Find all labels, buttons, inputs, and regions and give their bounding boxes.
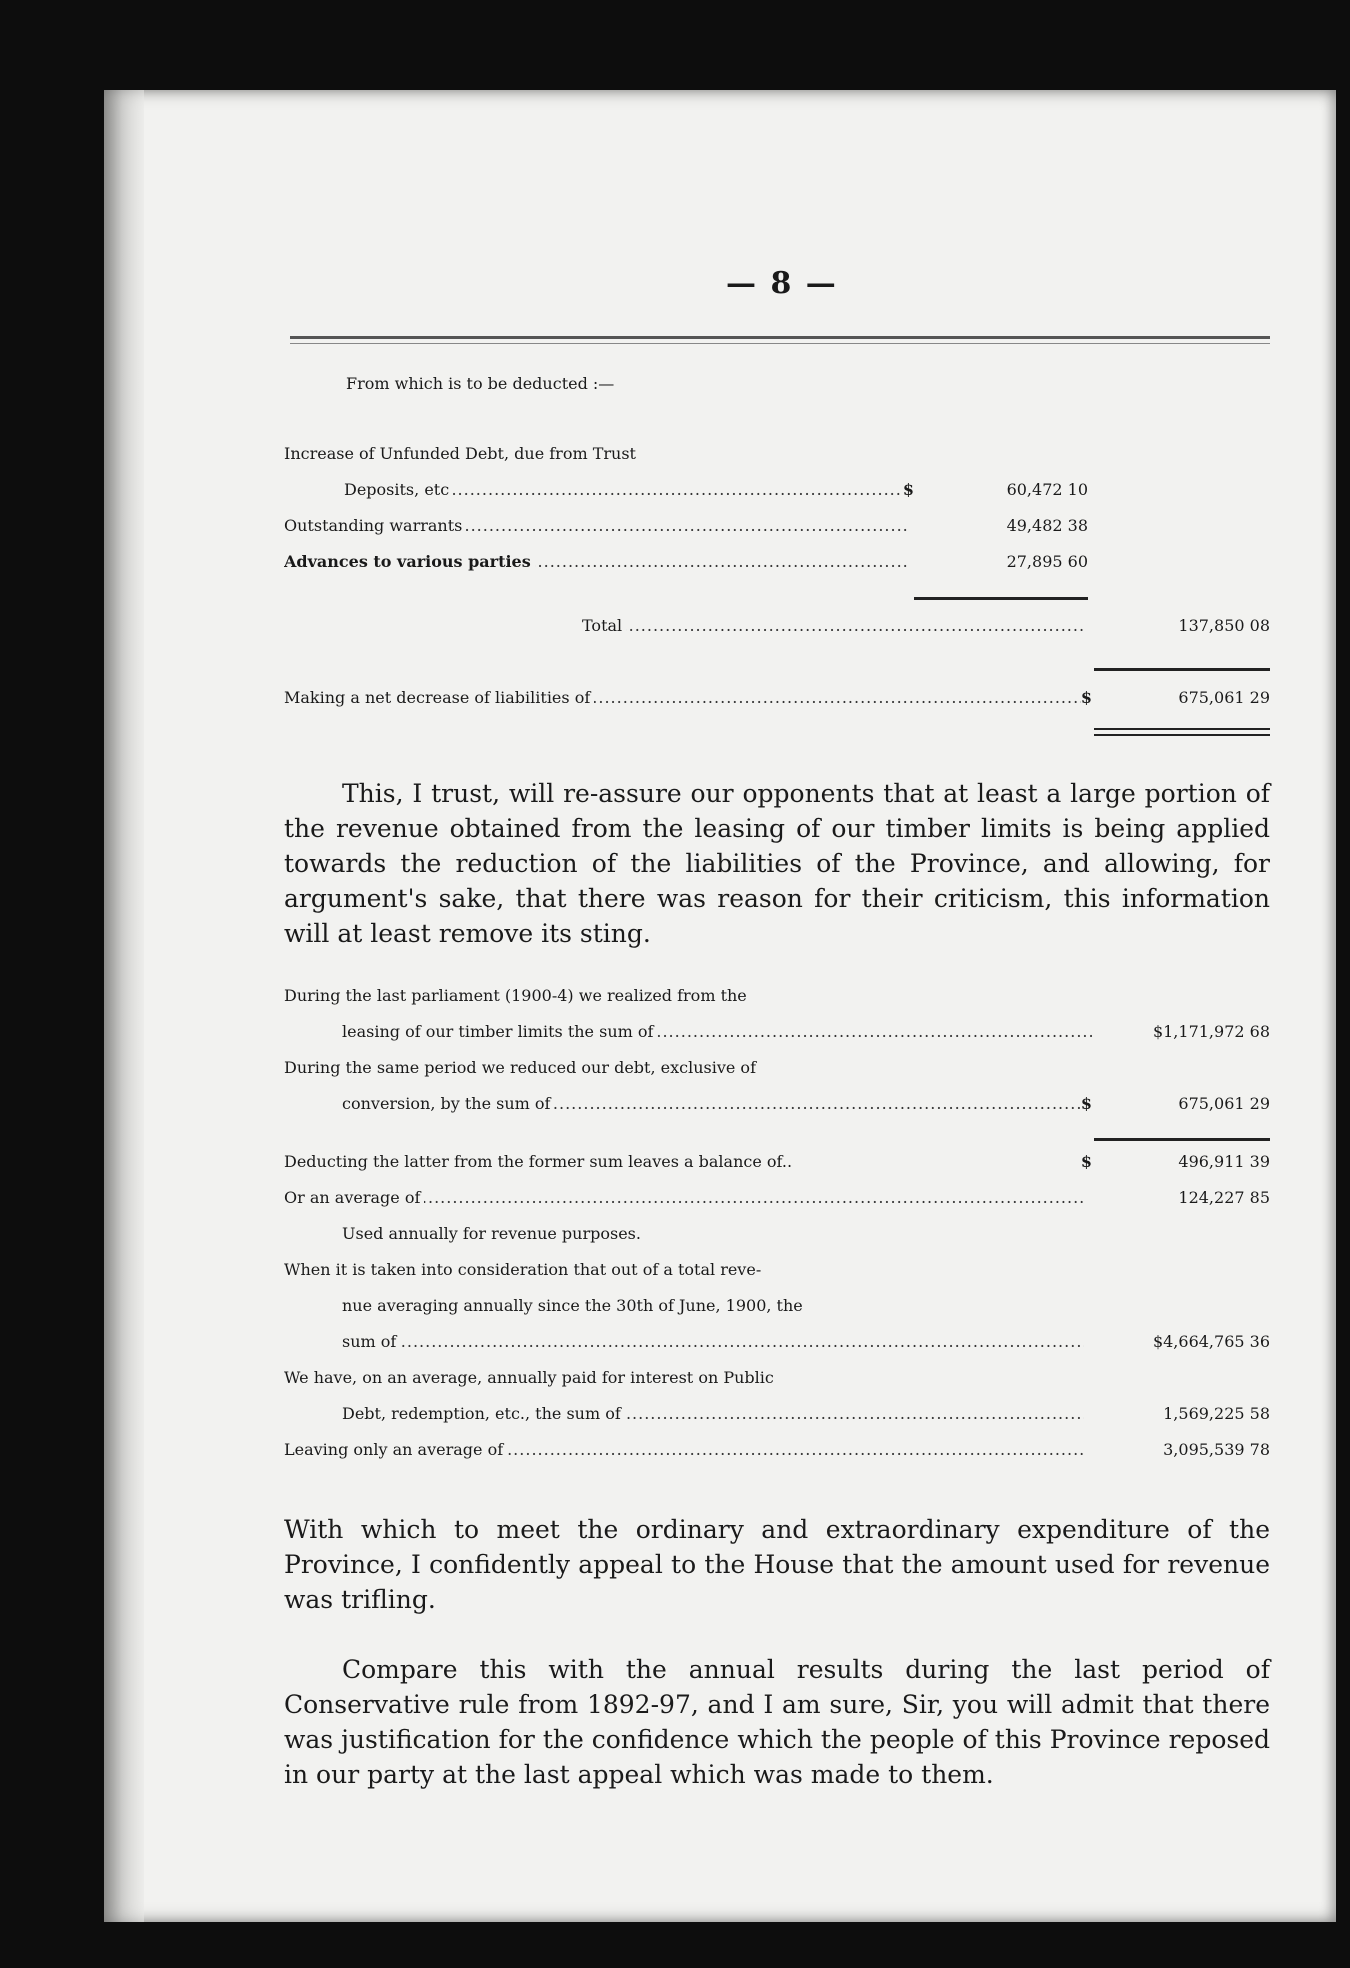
net-amount: 675,061 29	[1178, 688, 1270, 707]
deduction-item2-row	[284, 516, 910, 535]
parliament-line10: sum of	[342, 1332, 400, 1351]
parliament-line2-amount: $1,171,972 68	[1152, 1022, 1270, 1041]
page-number: — 8 —	[726, 266, 838, 301]
parliament-line6-row	[284, 1188, 1084, 1207]
parliament-line4: conversion, by the sum of	[342, 1094, 554, 1113]
parliament-line3: During the same period we reduced our debt, exclusive of	[284, 1058, 756, 1077]
deduction-item3-amount: 27,895 60	[1006, 552, 1088, 571]
parliament-rule	[1094, 1138, 1270, 1141]
parliament-line12-row	[342, 1404, 1084, 1423]
parliament-line8: When it is taken into consideration that out of a total reve-	[284, 1260, 762, 1279]
deduction-item2-label: Outstanding warrants	[284, 516, 466, 535]
parliament-line12: Debt, redemption, etc., the sum of	[342, 1404, 625, 1423]
deduction-item1-line1: Increase of Unfunded Debt, due from Trust	[284, 444, 636, 463]
deduction-item2-amount: 49,482 38	[1006, 516, 1088, 535]
parliament-line5-dollar: $	[1080, 1152, 1092, 1171]
total-amount: 137,850 08	[1178, 616, 1270, 635]
parliament-line12-amount: 1,569,225 58	[1163, 1404, 1270, 1423]
page-sheet	[104, 90, 1336, 1922]
parliament-line4-dollar: $	[1080, 1094, 1092, 1113]
net-double-rule-1	[1094, 728, 1270, 730]
deduction-item3-label: Advances to various parties	[284, 552, 535, 571]
parliament-line2-row	[342, 1022, 1092, 1041]
page-binding-shadow	[104, 90, 144, 1922]
total-row	[582, 616, 1086, 635]
parliament-line1: During the last parliament (1900-4) we realized from the	[284, 986, 747, 1005]
parliament-line7: Used annually for revenue purposes.	[342, 1224, 641, 1243]
paragraph-expenditure: With which to meet the ordinary and extraordinary expenditure of the Province, I confidently appeal to the House that the amount used for revenue was trifling.	[284, 1515, 1270, 1614]
parliament-line11: We have, on an average, annually paid for interest on Public	[284, 1368, 774, 1387]
paragraph-compare: Compare this with the annual results during the last period of Conservative rule from 1892-97, and I am sure, Sir, you will admit that there was justification for the confidence which the people of this Province reposed in our party at the last appeal which was made to them.	[284, 1655, 1270, 1789]
parliament-line5-amount: 496,911 39	[1178, 1152, 1270, 1171]
parliament-line10-amount: $4,664,765 36	[1152, 1332, 1270, 1351]
net-label: Making a net decrease of liabilities of	[284, 688, 594, 707]
total-rule	[1094, 668, 1270, 671]
parliament-line5: Deducting the latter from the former sum leaves a balance of..	[284, 1152, 793, 1171]
paragraph-trust: This, I trust, will re-assure our opponents that at least a large portion of the revenue obtained from the leasing of our timber limits is being applied towards the reduction of the liabilities of the Province, and allowing, for argument's sake, that there was reason for their criticism, this information will at least remove its sting.	[284, 779, 1270, 948]
header-rule	[290, 336, 1270, 339]
parliament-line5-row	[284, 1152, 1092, 1171]
parliament-line13-amount: 3,095,539 78	[1163, 1440, 1270, 1459]
deduction-item1-label: Deposits, etc	[344, 480, 453, 499]
parliament-line6: Or an average of	[284, 1188, 424, 1207]
deduction-item3-row	[284, 552, 910, 571]
parliament-line6-amount: 124,227 85	[1178, 1188, 1270, 1207]
total-label: Total	[582, 616, 626, 635]
subtotal-rule	[914, 597, 1088, 600]
deduction-item1-dollar: $	[902, 480, 914, 499]
parliament-line9: nue averaging annually since the 30th of June, 1900, the	[342, 1296, 803, 1315]
deduction-item1-row	[344, 480, 914, 499]
net-double-rule-2	[1094, 734, 1270, 736]
parliament-line4-row	[342, 1094, 1092, 1113]
parliament-line2: leasing of our timber limits the sum of	[342, 1022, 657, 1041]
deduction-item1-amount: 60,472 10	[1006, 480, 1088, 499]
parliament-line13: Leaving only an average of	[284, 1440, 507, 1459]
net-dollar: $	[1080, 688, 1092, 707]
parliament-line13-row	[284, 1440, 1084, 1459]
net-row	[284, 688, 1092, 707]
parliament-line4-amount: 675,061 29	[1178, 1094, 1270, 1113]
parliament-line10-row	[342, 1332, 1084, 1351]
header-rule-thin	[290, 343, 1270, 344]
intro-line: From which is to be deducted :—	[346, 374, 615, 393]
